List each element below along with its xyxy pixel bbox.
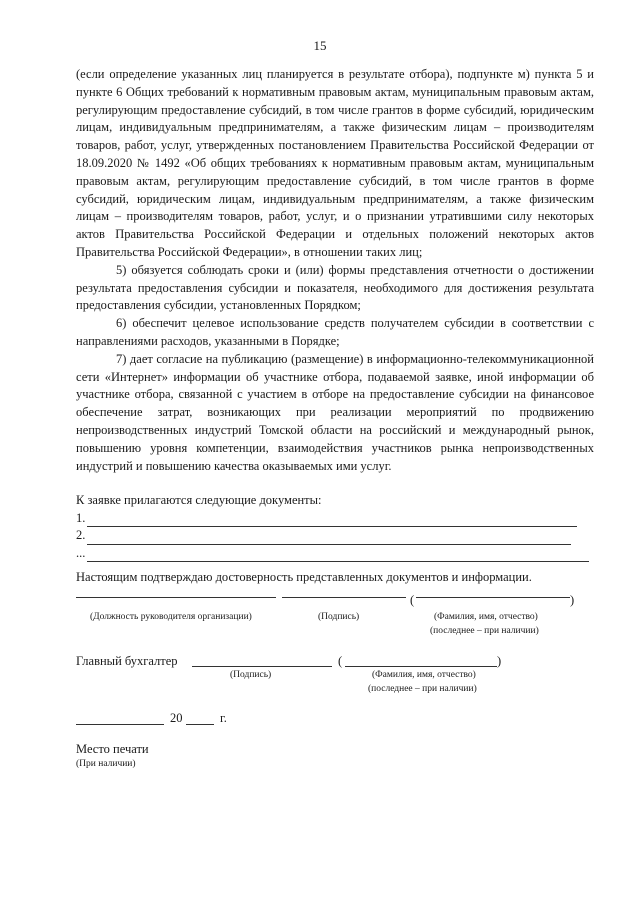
page-number: 15 (313, 38, 327, 53)
close-paren: ) (497, 654, 502, 668)
position-fill-line[interactable] (76, 596, 276, 598)
attachments-section (76, 492, 594, 562)
year-prefix: 20 (170, 711, 183, 725)
attachment-row-1 (76, 510, 594, 528)
name-fill-line[interactable] (416, 596, 570, 598)
paragraph-item-7: 7) дает согласие на публикацию (размещение) в информационно-телекоммуникационной сети «Интернет» информации об участнике отбора, подаваемой заявке, иной информации об участнике отбора, связанной с участием в отборе на предоставление субсидии на финансовое обеспечение затрат, возникающих при реализации мероприятий по продвижению непроизводственных индустрий Томской области на российский и международный рынок, повышению уровня компетенции, взаимодействия участников рынка непроизводственных индустрий и повышению качества оказываемых ими услуг. (76, 351, 594, 473)
attachment-number: ... (76, 545, 86, 560)
close-paren: ) (570, 593, 575, 607)
attachment-row-3 (76, 545, 594, 563)
stamp-label: Место печати (76, 742, 149, 756)
paragraph-item-6: 6) обеспечит целевое использование средств получателем субсидии в соответствии с направлениями расходов, указанными в Порядке; (76, 316, 594, 348)
chief-accountant-label: Главный бухгалтер (76, 654, 178, 668)
confirmation-statement: Настоящим подтверждаю достоверность представленных документов и информации. (76, 570, 532, 584)
open-paren: ( (338, 654, 343, 668)
signature-caption: (Подпись) (318, 612, 360, 622)
position-caption: (Должность руководителя организации) (90, 612, 252, 622)
body-text (76, 66, 594, 475)
open-paren: ( (410, 593, 415, 607)
attachment-fill-line[interactable] (87, 549, 589, 562)
year-fill-line[interactable] (186, 723, 214, 725)
attachment-fill-line[interactable] (87, 532, 571, 545)
attachments-heading: К заявке прилагаются следующие документы: (76, 493, 322, 507)
accountant-signature-line[interactable] (192, 665, 332, 667)
paragraph-continuation: (если определение указанных лиц планируется в результате отбора), подпункте м) пункта 5 и пункте 6 Общих требований к нормативным правовым актам, муниципальным правовым актам, регулирующим предоставление субсидий, в том числе грантов в форме субсидий, юридическим лицам, индивидуальным предпринимателям, а также физическим лицам – производителям товаров, работ, услуг, утвержденных постановлением Правительства Российской Федерации от 18.09.2020 № 1492 «Об общих требованиях к нормативным правовым актам, муниципальным правовым актам, регулирующим предоставление субсидий, в том числе грантов в форме субсидий, юридическим лицам, индивидуальным предпринимателям, а также физическим лицам – производителям товаров, работ, услуг, и о признании утратившими силу некоторых актов Правительства Российской Федерации и отдельных положений некоторых актов Правительства Российской Федерации», в отношении таких лиц; (76, 67, 594, 259)
stamp-note: (При наличии) (76, 759, 136, 769)
name-caption: (Фамилия, имя, отчество) (434, 612, 538, 622)
paragraph-item-5: 5) обязуется соблюдать сроки и (или) формы представления отчетности о достижении результата предоставления субсидии и показателя, необходимого для достижения результата предоставления субсидии, установленных Порядком; (76, 262, 594, 313)
accountant-name-line[interactable] (345, 665, 497, 667)
attachment-row-2 (76, 527, 594, 545)
accountant-signature-caption: (Подпись) (230, 670, 272, 680)
patronymic-note: (последнее – при наличии) (430, 626, 539, 636)
date-day-month-line[interactable] (76, 723, 164, 725)
attachment-number: 2. (76, 528, 86, 542)
year-suffix: г. (220, 711, 227, 725)
attachment-number: 1. (76, 510, 86, 525)
attachment-fill-line[interactable] (87, 514, 577, 527)
accountant-name-caption: (Фамилия, имя, отчество) (372, 670, 476, 680)
accountant-patronymic-note: (последнее – при наличии) (368, 684, 477, 694)
signature-fill-line[interactable] (282, 596, 406, 598)
